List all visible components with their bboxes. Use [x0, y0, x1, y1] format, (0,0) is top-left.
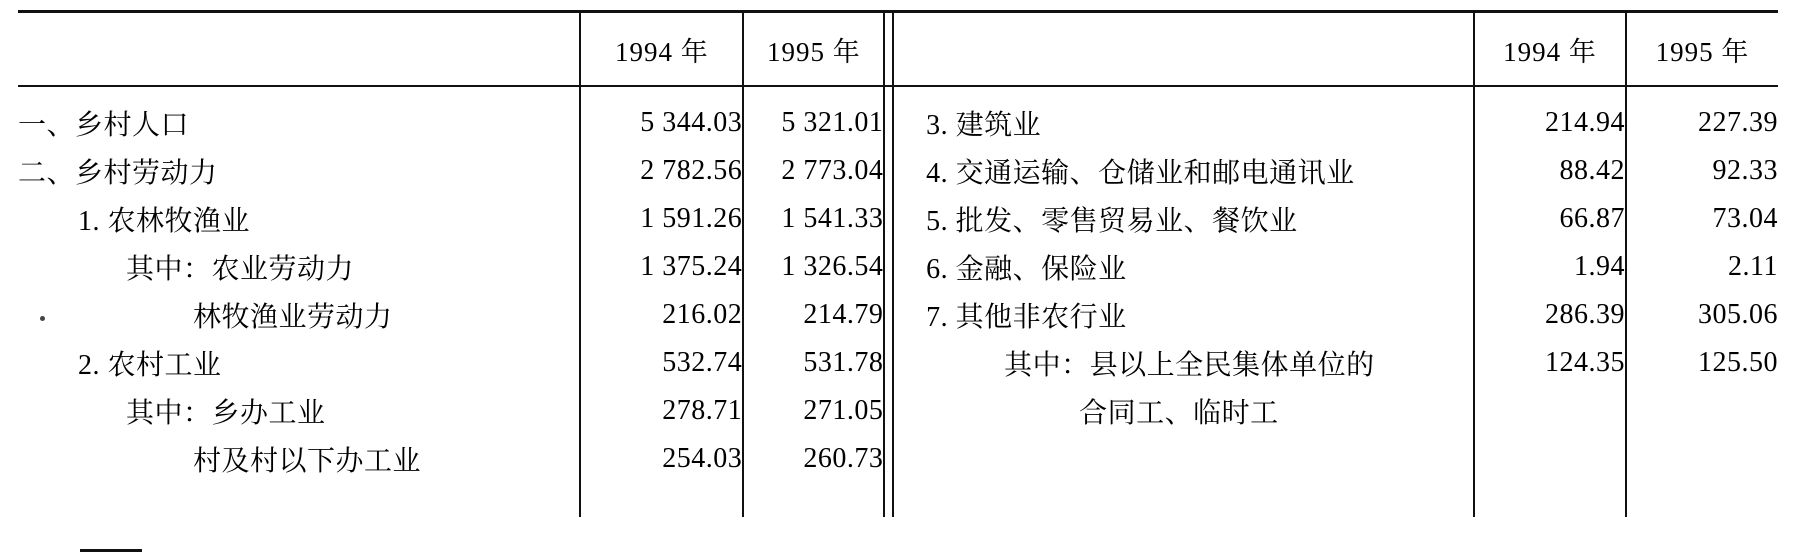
- row-label: 其中：乡办工业: [126, 398, 326, 429]
- header-left-year-1995: 1995 年: [743, 13, 884, 86]
- row-value-1995: [1626, 387, 1778, 435]
- row-value-1994: 1.94: [1474, 243, 1626, 291]
- tail-cell: [18, 483, 580, 517]
- column-separator: [884, 435, 893, 483]
- row-value-1995: 125.50: [1626, 339, 1778, 387]
- row-label: 6. 金融、保险业: [926, 254, 1127, 285]
- row-value-1995: 305.06: [1626, 291, 1778, 339]
- row-label: 林牧渔业劳动力: [193, 302, 393, 333]
- row-label: 4. 交通运输、仓储业和邮电通讯业: [926, 158, 1355, 189]
- table-row: [18, 387, 1778, 435]
- table-row: [18, 339, 1778, 387]
- row-value-1995: 1 541.33: [743, 195, 884, 243]
- row-value-1994: 1 375.24: [580, 243, 743, 291]
- column-separator: [884, 87, 893, 147]
- column-separator: [884, 13, 893, 86]
- table-row: [18, 195, 1778, 243]
- row-value-1995: 2.11: [1626, 243, 1778, 291]
- row-label: 村及村以下办工业: [193, 446, 422, 477]
- row-value-1995: 5 321.01: [743, 87, 884, 147]
- row-label: 其中：农业劳动力: [126, 254, 355, 285]
- row-value-1994: [1474, 435, 1626, 483]
- tail-cell: [893, 483, 1474, 517]
- row-label: 3. 建筑业: [926, 110, 1042, 141]
- tail-cell: [1474, 483, 1626, 517]
- row-value-1995: 271.05: [743, 387, 884, 435]
- row-value-1995: 73.04: [1626, 195, 1778, 243]
- page-bottom-mark: [80, 549, 142, 552]
- page-speck: [40, 316, 45, 321]
- tail-cell: [1626, 483, 1778, 517]
- row-label: 其中：县以上全民集体单位的: [1004, 350, 1375, 381]
- row-value-1995: 531.78: [743, 339, 884, 387]
- header-right-year-1994: 1994 年: [1474, 13, 1626, 86]
- statistics-table: [18, 10, 1778, 517]
- column-separator: [884, 387, 893, 435]
- row-value-1994: 5 344.03: [580, 87, 743, 147]
- row-value-1994: 124.35: [1474, 339, 1626, 387]
- column-separator: [884, 291, 893, 339]
- row-value-1994: 286.39: [1474, 291, 1626, 339]
- table-row: [18, 147, 1778, 195]
- row-value-1995: 1 326.54: [743, 243, 884, 291]
- row-value-1995: 2 773.04: [743, 147, 884, 195]
- table-row: [18, 243, 1778, 291]
- column-separator: [884, 483, 893, 517]
- table-header-row: [18, 13, 1778, 86]
- row-value-1994: 278.71: [580, 387, 743, 435]
- header-right-year-1995: 1995 年: [1626, 13, 1778, 86]
- table-tail-row: [18, 483, 1778, 517]
- row-label: 1. 农林牧渔业: [78, 206, 251, 237]
- row-label: 7. 其他非农行业: [926, 302, 1127, 333]
- row-label: 一、乡村人口: [18, 110, 190, 141]
- row-value-1994: [1474, 387, 1626, 435]
- row-value-1995: 260.73: [743, 435, 884, 483]
- column-separator: [884, 243, 893, 291]
- header-left-label: [18, 13, 580, 86]
- row-value-1994: 88.42: [1474, 147, 1626, 195]
- row-value-1994: 532.74: [580, 339, 743, 387]
- column-separator: [884, 195, 893, 243]
- row-label: 二、乡村劳动力: [18, 158, 218, 189]
- row-value-1994: 214.94: [1474, 87, 1626, 147]
- row-value-1995: 214.79: [743, 291, 884, 339]
- statistics-table-container: [18, 10, 1778, 517]
- row-label: [893, 435, 1474, 483]
- tail-cell: [743, 483, 884, 517]
- row-value-1994: 2 782.56: [580, 147, 743, 195]
- table-row: [18, 435, 1778, 483]
- row-label: 2. 农村工业: [78, 350, 222, 381]
- header-left-year-1994: 1994 年: [580, 13, 743, 86]
- row-value-1994: 1 591.26: [580, 195, 743, 243]
- column-separator: [884, 147, 893, 195]
- row-value-1995: 227.39: [1626, 87, 1778, 147]
- table-row: [18, 291, 1778, 339]
- row-value-1994: 216.02: [580, 291, 743, 339]
- tail-cell: [580, 483, 743, 517]
- column-separator: [884, 339, 893, 387]
- row-label: 5. 批发、零售贸易业、餐饮业: [926, 206, 1298, 237]
- row-value-1994: 254.03: [580, 435, 743, 483]
- row-value-1995: 92.33: [1626, 147, 1778, 195]
- table-row: [18, 87, 1778, 147]
- row-value-1994: 66.87: [1474, 195, 1626, 243]
- row-value-1995: [1626, 435, 1778, 483]
- row-label: 合同工、临时工: [1079, 398, 1279, 429]
- header-right-label: [893, 13, 1474, 86]
